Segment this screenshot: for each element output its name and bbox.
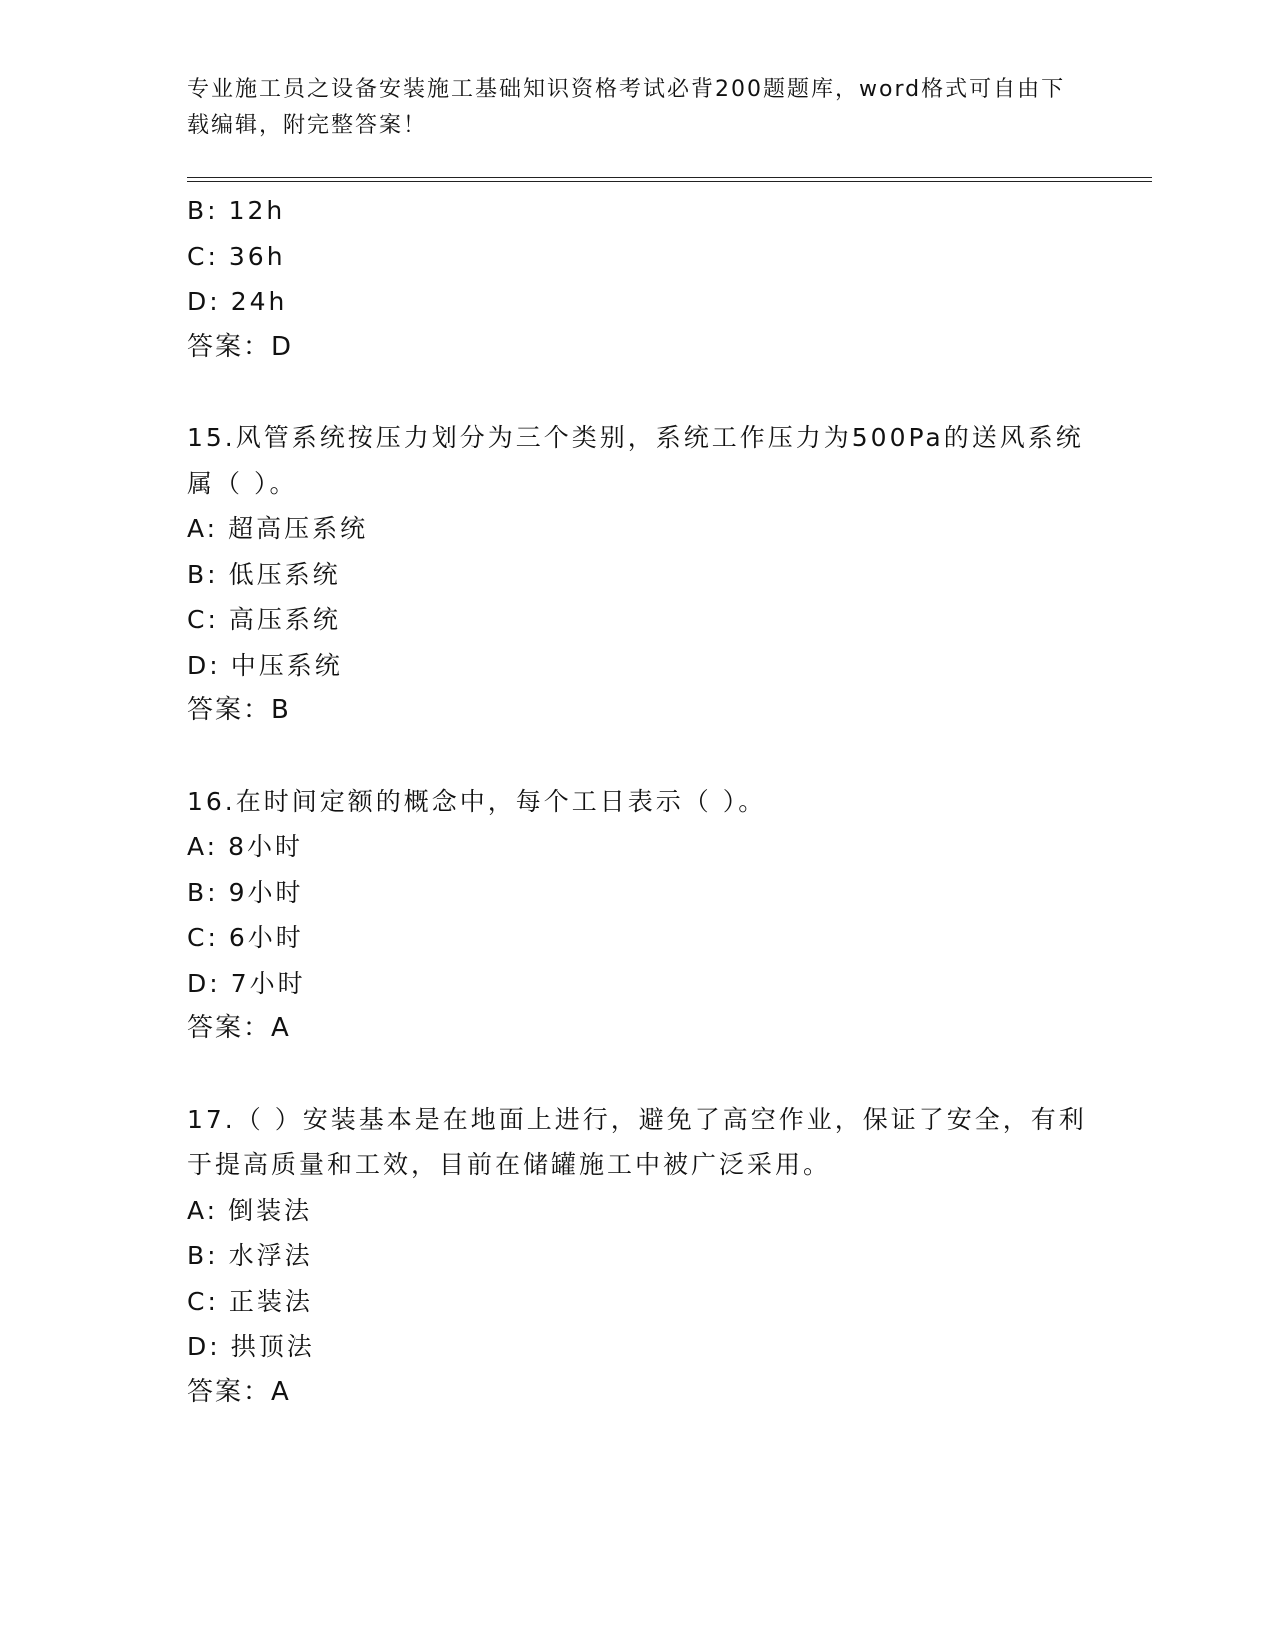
option-letter: A: xyxy=(187,1195,219,1225)
question-list xyxy=(187,188,1087,1415)
option-letter: B: xyxy=(187,196,219,225)
answer-line: 答案：A xyxy=(187,1376,291,1407)
option-text: 7小时 xyxy=(230,968,306,998)
question-16 xyxy=(187,779,1087,1052)
question-17 xyxy=(187,1097,1087,1416)
question-15 xyxy=(187,415,1087,734)
option-b xyxy=(187,188,1087,234)
option-b xyxy=(187,552,1087,598)
option-a xyxy=(187,824,1087,870)
option-a xyxy=(187,506,1087,552)
answer-line: 答案：B xyxy=(187,695,291,725)
option-letter: C: xyxy=(187,605,219,634)
option-letter: D: xyxy=(187,968,221,998)
option-letter: D: xyxy=(187,287,221,316)
option-c xyxy=(187,234,1087,280)
option-b xyxy=(187,1233,1087,1279)
option-letter: B: xyxy=(187,1241,219,1270)
option-a xyxy=(187,1188,1087,1234)
option-text: 水浮法 xyxy=(228,1241,313,1270)
question-stem: 17.（ ）安装基本是在地面上进行，避免了高空作业，保证了安全，有利于提高质量和工效，目前在储罐施工中被广泛采用。 xyxy=(187,1104,1087,1179)
header-divider xyxy=(187,177,1152,182)
option-c xyxy=(187,915,1087,961)
option-letter: C: xyxy=(187,923,219,952)
option-letter: B: xyxy=(187,877,219,907)
option-text: 12h xyxy=(228,196,286,225)
option-text: 8小时 xyxy=(228,832,303,861)
option-letter: C: xyxy=(187,241,219,271)
option-c xyxy=(187,1279,1087,1325)
option-c xyxy=(187,597,1087,643)
option-text: 超高压系统 xyxy=(228,514,369,543)
previous-question-tail xyxy=(187,188,1087,370)
option-letter: A: xyxy=(187,832,219,861)
option-letter: A: xyxy=(187,514,219,543)
option-text: 中压系统 xyxy=(230,650,343,680)
document-header: 专业施工员之设备安装施工基础知识资格考试必背200题题库，word格式可自由下载编辑，附完整答案！ xyxy=(187,77,1066,138)
option-b xyxy=(187,870,1087,916)
option-text: 36h xyxy=(228,241,286,271)
option-text: 低压系统 xyxy=(228,559,341,589)
question-stem: 15.风管系统按压力划分为三个类别，系统工作压力为500Pa的送风系统属（ ）。 xyxy=(187,423,1084,498)
option-letter: C: xyxy=(187,1286,219,1316)
option-d xyxy=(187,643,1087,689)
option-text: 6小时 xyxy=(228,923,304,952)
option-letter: D: xyxy=(187,1332,221,1361)
option-text: 倒装法 xyxy=(228,1195,313,1225)
option-text: 拱顶法 xyxy=(230,1332,315,1361)
option-d xyxy=(187,961,1087,1007)
option-letter: D: xyxy=(187,650,221,680)
question-stem: 16.在时间定额的概念中，每个工日表示（ ）。 xyxy=(187,786,767,816)
option-text: 正装法 xyxy=(228,1286,313,1316)
option-text: 高压系统 xyxy=(228,605,341,634)
option-d xyxy=(187,279,1087,325)
option-text: 9小时 xyxy=(228,877,304,907)
option-d xyxy=(187,1324,1087,1370)
option-letter: B: xyxy=(187,559,219,589)
answer-line: 答案：A xyxy=(187,1013,291,1043)
answer-line: 答案：D xyxy=(187,331,294,362)
option-text: 24h xyxy=(230,287,288,316)
